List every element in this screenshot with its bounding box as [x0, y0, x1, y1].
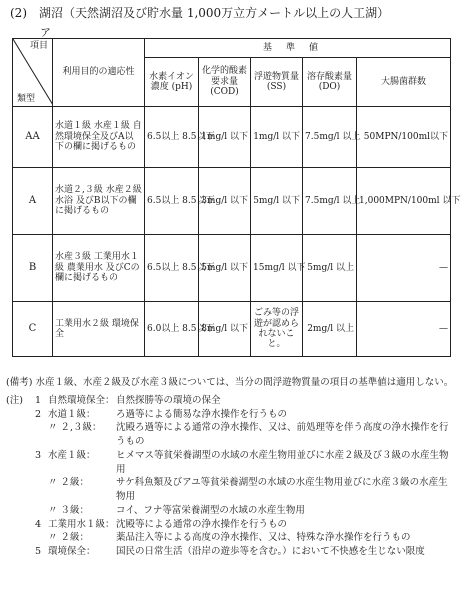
note-number — [28, 531, 48, 545]
note-item — [6, 394, 454, 408]
cod-cell: 1mg/l 以下 — [199, 107, 251, 168]
coliform-cell: 1,000MPN/100ml 以下 — [357, 168, 451, 235]
note-item — [6, 518, 454, 532]
table-row — [13, 168, 451, 235]
note-text: サケ科魚類及びアユ等貧栄養湖型の水域の水産生物用並びに水産３級の水産生物用 — [116, 477, 448, 503]
note-text: ヒメマス等貧栄養湖型の水域の水産生物用並びに水産２級及び３級の水産生物用 — [116, 449, 449, 475]
note-number: 2 — [34, 408, 42, 420]
note-term: 水道１級： — [48, 408, 96, 420]
do-cell: 7.5mg/l 以上 — [303, 168, 357, 235]
note-term: 〃 ２級： — [48, 477, 90, 489]
ss-cell: 15mg/l 以下 — [251, 235, 303, 302]
table-row — [13, 107, 451, 168]
table-row — [13, 302, 451, 357]
type-cell: C — [13, 302, 53, 357]
note-term: 〃 ２級： — [48, 532, 90, 544]
note-term: 自然環境保全： — [48, 394, 115, 406]
subsection-label: ア — [40, 26, 51, 39]
cod-cell: 5mg/l 以下 — [199, 235, 251, 302]
remark-text: 水産１級、水産２級及び水産３級については、当分の間浮遊物質量の項目の基準値は適用しない。 — [35, 377, 454, 388]
do-cell: 7.5mg/l 以上 — [303, 107, 357, 168]
corner-item-label: 項目 — [29, 41, 48, 51]
note-number: 1 — [34, 394, 42, 406]
corner-cell — [13, 39, 53, 107]
ph-cell: 6.5以上 8.5以下 — [145, 168, 199, 235]
note-item — [6, 545, 454, 559]
ph-cell: 6.5以上 8.5以下 — [145, 235, 199, 302]
col-header-do: 溶存酸素量 (DO) — [303, 58, 357, 107]
col-header-ph: 水素イオン濃度 (pH) — [145, 58, 199, 107]
use-cell: 工業用水２級 環境保全 — [53, 302, 145, 357]
note-text: ろ過等による簡易な浄水操作を行うもの — [116, 408, 288, 420]
ph-cell: 6.0以上 8.5以下 — [145, 302, 199, 357]
standard-value-header: 基準値 — [145, 39, 451, 58]
col-header-cod: 化学的酸素要求量 (COD) — [199, 58, 251, 107]
do-cell: 5mg/l 以上 — [303, 235, 357, 302]
standards-table — [12, 38, 460, 357]
note-term: 水産１級： — [48, 449, 96, 461]
ss-cell: 1mg/l 以下 — [251, 107, 303, 168]
note-text: 薬品注入等による高度の浄水操作、又は、特殊な浄水操作を行うもの — [116, 532, 411, 544]
use-cell: 水産３級 工業用水１級 農業用水 及びCの欄に掲げるもの — [53, 235, 145, 302]
note-number — [28, 476, 48, 504]
note-number — [28, 504, 48, 518]
use-header: 利用目的の適応性 — [53, 39, 145, 107]
ss-cell: ごみ等の浮遊が認められないこと。 — [251, 302, 303, 357]
corner-type-label: 類型 — [17, 93, 36, 104]
use-cell: 水道１級 水産１級 自然環境保全及びA以下の欄に掲げるもの — [53, 107, 145, 168]
remark-label: (備考) — [6, 377, 33, 388]
note-number — [28, 421, 48, 449]
notes-label: (注) — [6, 394, 23, 406]
cod-cell: 3mg/l 以下 — [199, 168, 251, 235]
note-item — [6, 421, 454, 449]
section-heading: (2) 湖沼（天然湖沼及び貯水量 1,000万立方メートル以上の人工湖） — [10, 6, 390, 20]
ph-cell: 6.5以上 8.5以下 — [145, 107, 199, 168]
note-item — [6, 476, 454, 504]
table-row — [13, 235, 451, 302]
note-term: 環境保全： — [48, 546, 96, 558]
note-term: 工業用水１級： — [48, 518, 115, 530]
note-number: 4 — [34, 518, 42, 530]
note-item — [6, 408, 454, 422]
do-cell: 2mg/l 以上 — [303, 302, 357, 357]
remark — [6, 376, 454, 390]
type-cell: A — [13, 168, 53, 235]
note-text: コイ、フナ等富栄養湖型の水域の水産生物用 — [116, 504, 305, 516]
note-item — [6, 504, 454, 518]
col-header-coliform: 大腸菌群数 — [357, 58, 451, 107]
note-item — [6, 531, 454, 545]
note-number: 5 — [34, 546, 42, 558]
use-cell: 水道２,３級 水産２級 水浴 及びB以下の欄に掲げるもの — [53, 168, 145, 235]
type-cell: B — [13, 235, 53, 302]
cod-cell: 8mg/l 以下 — [199, 302, 251, 357]
ss-cell: 5mg/l 以下 — [251, 168, 303, 235]
coliform-cell: 50MPN/100ml以下 — [357, 107, 451, 168]
note-text: 国民の日常生活（沿岸の遊歩等を含む。）において不快感を生じない限度 — [116, 546, 425, 558]
note-text: 沈殿ろ過等による通常の浄水操作、又は、前処理等を伴う高度の浄水操作を行うもの — [116, 422, 449, 448]
type-cell: AA — [13, 107, 53, 168]
coliform-cell: — — [357, 235, 451, 302]
note-text: 自然探勝等の環境の保全 — [116, 394, 221, 406]
note-text: 沈殿等による通常の浄水操作を行うもの — [116, 518, 288, 530]
note-term: 〃 ３級： — [48, 504, 90, 516]
col-header-ss: 浮遊物質量 (SS) — [251, 58, 303, 107]
coliform-cell: — — [357, 302, 451, 357]
note-item — [6, 449, 454, 477]
notes-section — [6, 376, 454, 559]
note-term: 〃 ２,３級： — [48, 422, 102, 434]
note-number: 3 — [34, 449, 42, 461]
